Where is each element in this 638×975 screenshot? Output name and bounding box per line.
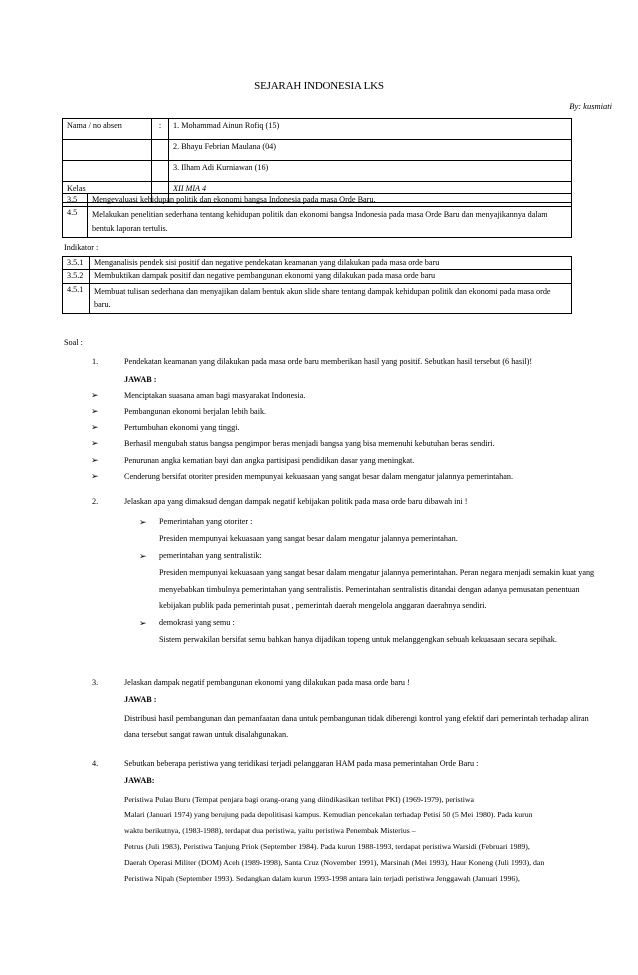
identity-row — [63, 161, 572, 182]
indikator-row — [63, 270, 572, 283]
list-item-text: Berhasil mengubah status bangsa pengimpor beras menjadi bangsa yang bisa memenuhi kebutuhan beras sendiri. — [124, 439, 495, 449]
arrow-bullet-icon: ➢ — [91, 406, 99, 417]
indikator-number: 3.5.1 — [63, 257, 90, 270]
indikator-number: 4.5.1 — [63, 283, 90, 314]
list-item — [91, 406, 594, 417]
kompetensi-row — [63, 207, 572, 238]
list-item-text: Penurunan angka kematian bayi dan angka partisipasi pendidikan dasar yang meningkat. — [124, 455, 415, 465]
document-title: SEJARAH INDONESIA LKS — [254, 80, 384, 92]
kompetensi-text: Mengevaluasi kehidupan politik dan ekonomi bangsa Indonesia pada masa Orde Baru. — [88, 194, 572, 207]
kompetensi-number: 4.5 — [63, 207, 88, 238]
list-item — [139, 615, 599, 632]
identity-value: XII MIA 4 — [169, 182, 572, 203]
arrow-bullet-icon: ➢ — [139, 551, 147, 562]
identity-value: 2. Bhayu Febrian Maulana (04) — [169, 140, 572, 161]
list-item — [139, 514, 599, 531]
arrow-bullet-icon: ➢ — [139, 619, 147, 630]
identity-label — [63, 140, 152, 161]
kompetensi-table — [62, 193, 572, 238]
question-number: 1. — [92, 357, 99, 366]
indikator-text: Menganalisis pendek sisi positif dan negative pendekatan keamanan yang dilakukan pada masa orde baru — [90, 257, 572, 270]
answer-text — [124, 792, 594, 888]
indikator-row — [63, 257, 572, 270]
list-item — [91, 423, 594, 433]
list-item-heading: Pemerintahan yang otoriter : — [159, 517, 253, 527]
question-text: Jelaskan dampak negatif pembangunan ekonomi yang dilakukan pada masa orde baru ! — [124, 678, 410, 687]
list-item-heading: demokrasi yang semu : — [159, 618, 235, 628]
arrow-bullet-icon: ➢ — [91, 471, 99, 482]
identity-label — [63, 161, 152, 182]
answer-line: Petrus (Juli 1983), Peristiwa Tanjung Priok (September 1984). Pada kurun 1988-1993, terdapat peristiwa Warsidi (Februari 1989), — [124, 842, 530, 852]
answer-line: Malari (Januari 1974) yang berujung pada depolitisasi kampus. Kemudian pencekalan terhadap Petisi 50 (5 Mei 1980). Pada kurun — [124, 810, 533, 820]
list-item-body: Sistem perwakilan bersifat semu bahkan hanya dijadikan topeng untuk melanggengkan sebuah kekuasaan secara sepihak. — [159, 634, 557, 644]
arrow-bullet-icon: ➢ — [91, 439, 99, 450]
identity-separator: : — [152, 119, 169, 140]
answer-line: Peristiwa Nipah (September 1993). Sedangkan dalam kurun 1993-1998 antara lain terjadi peristiwa Jenggawah (Januari 1996), — [124, 874, 520, 884]
soal-label: Soal : — [64, 338, 83, 347]
arrow-bullet-icon: ➢ — [91, 423, 99, 433]
indikator-text: Membuktikan dampak positif dan negative pembangunan ekonomi yang dilakukan pada masa orde baru — [90, 270, 572, 283]
jawab-label: JAWAB : — [124, 695, 157, 705]
indikator-label: Indikator : — [64, 243, 99, 252]
answer-list — [139, 514, 599, 649]
answer-line: Daerah Operasi Militer (DOM) Aceh (1989-1998), Santa Cruz (November 1991), Marsinah (Mei 1993), Haur Koneng (Juli 1993), dan — [124, 858, 545, 868]
question-text: Pendekatan keamanan yang dilakukan pada masa orde baru memberikan hasil yang positif. Sebutkan hasil tersebut (6 hasil)! — [124, 357, 533, 366]
list-item — [91, 455, 594, 466]
list-item-body: Presiden mempunyai kekuasaan yang sangat besar dalam mengatur jalannya pemerintahan. Peran negara menjadi semakin kuat yang menyebabkan timbulnya pemerintahan yang sentralistis. Pemerintahan sentralistis ditandai dengan adanya pemusatan penentuan kebijakan publik pada pemerintah pusat , pemerintah daerah mengelola anggaran daerahnya sendiri. — [159, 567, 595, 611]
question-text: Jelaskan apa yang dimaksud dengan dampak negatif kebijakan politik pada masa orde baru dibawah ini ! — [124, 497, 468, 506]
question-number: 3. — [92, 678, 99, 687]
identity-label: Nama / no absen — [63, 119, 152, 140]
list-item — [91, 439, 594, 450]
indikator-table — [62, 256, 572, 314]
arrow-bullet-icon: ➢ — [91, 455, 99, 466]
kompetensi-row — [63, 194, 572, 207]
arrow-bullet-icon: ➢ — [91, 390, 99, 401]
answer-list — [91, 390, 594, 483]
jawab-label: JAWAB : — [124, 375, 157, 385]
question-text: Sebutkan beberapa peristiwa yang teridikasi terjadi pelanggaran HAM pada masa pemerintahan Orde Baru : — [124, 759, 479, 768]
jawab-label: JAWAB: — [124, 776, 155, 786]
answer-text: Distribusi hasil pembangunan dan pemanfaatan dana untuk pembangunan tidak diberengi kontrol yang efektif dari pemerintah terhadap aliran dana tersebut sangat rawan untuk disalahgunakan. — [124, 713, 589, 740]
indikator-text: Membuat tulisan sederhana dan menyajikan dalam bentuk akun slide share tentang dampak kehidupan politik dan ekonomi pada masa orde baru. — [90, 283, 572, 314]
author-byline: By: kusmiati — [569, 101, 612, 111]
list-item-text: Menciptakan suasana aman bagi masyarakat Indonesia. — [124, 390, 306, 400]
question-number: 4. — [92, 759, 99, 768]
identity-value: 3. Ilham Adi Kurniawan (16) — [169, 161, 572, 182]
kompetensi-text: Melakukan penelitian sederhana tentang kehidupan politik dan ekonomi bangsa Indonesia pada masa Orde Baru dan menyajikannya dalam bentuk laporan tertulis. — [88, 207, 572, 238]
list-item — [91, 471, 594, 482]
list-item-text: Cenderung bersifat otoriter presiden mempunyai kekuasaan yang sangat besar dalam mengatur jalannya pemerintahan. — [124, 471, 513, 481]
identity-row — [63, 119, 572, 140]
list-item-text: Pertumbuhan ekonomi yang tinggi. — [124, 423, 240, 432]
indikator-number: 3.5.2 — [63, 270, 90, 283]
list-item — [91, 390, 594, 401]
identity-separator — [152, 140, 169, 161]
identity-label: Kelas — [63, 182, 152, 203]
arrow-bullet-icon: ➢ — [139, 518, 147, 529]
question-number: 2. — [92, 497, 99, 506]
answer-line: waktu berikutnya, (1983-1988), terdapat dua peristiwa, yaitu peristiwa Penembak Misterius – — [124, 826, 416, 836]
kompetensi-number: 3.5 — [63, 194, 88, 207]
indikator-row — [63, 283, 572, 314]
list-item — [139, 548, 599, 565]
answer-line: Peristiwa Pulau Buru (Tempat penjara bagi orang-orang yang diindikasikan terlibat PKI) (1969-1979), peristiwa — [124, 794, 475, 804]
identity-separator — [152, 161, 169, 182]
identity-row — [63, 140, 572, 161]
list-item-text: Pembangunan ekonomi berjalan lebih baik. — [124, 406, 267, 416]
list-item-body: Presiden mempunyai kekuasaan yang sangat besar dalam mengatur jalannya pemerintahan. — [159, 534, 458, 544]
identity-table — [62, 118, 572, 203]
list-item-heading: pemerintahan yang sentralistik: — [159, 550, 262, 560]
identity-value: 1. Mohammad Ainun Rofiq (15) — [169, 119, 572, 140]
